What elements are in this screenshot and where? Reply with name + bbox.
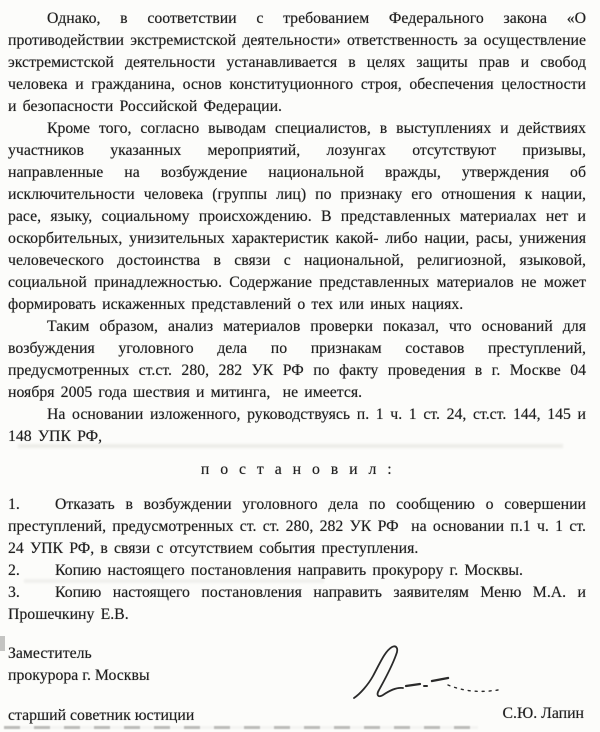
resolution-item-3	[8, 582, 586, 626]
signer-position-line1: Заместитель	[8, 645, 92, 662]
signer-rank: старший советник юстиции	[8, 707, 195, 724]
signer-name: С.Ю. Лапин	[502, 705, 584, 722]
resolution-item-1	[8, 494, 586, 560]
paragraph-3: Таким образом, анализ материалов проверки показал, что оснований для возбуждения уголовного дела по признакам составов преступлений, предусмотренных ст.ст. 280, 282 УК РФ по факту проведения в г. Москве 04 ноября 2005 года шествия и митинга, не имеется.	[8, 318, 586, 401]
item-text: Копию настоящего постановления направить заявителям Меню М.А. и Прошечкину Е.В.	[8, 584, 586, 623]
scan-bottom-dashed-artifact	[4, 726, 478, 729]
item-text: Копию настоящего постановления направить прокурору г. Москвы.	[55, 562, 523, 579]
document-body	[8, 8, 586, 626]
handwritten-signature-icon	[348, 643, 508, 705]
resolution-heading: п о с т а н о в и л :	[200, 461, 394, 478]
scan-streak-artifact	[24, 579, 324, 583]
paragraph-4: На основании изложенного, руководствуясь п. 1 ч. 1 ст. 24, ст.ст. 144, 145 и 148 УПК РФ,	[8, 406, 586, 445]
item-number: 2.	[8, 562, 20, 579]
paragraph-2: Кроме того, согласно выводам специалистов, в выступлениях и действиях участников указанных мероприятий, лозунгах отсутствуют призывы, направленные на возбуждение национальной вражды, утверждения об исключительности человека (группы лиц) по признаку его отношения к нации, расе, языку, социальному происхождению. В представленных материалах нет и оскорбительных, унизительных характеристик какой- либо нации, расы, унижения человеческого достоинства в связи с национальной, религиозной, языковой, социальной принадлежностью. Содержание представленных материалов не может формировать искаженных представлений о тех или иных нациях.	[8, 120, 586, 313]
item-number: 1.	[8, 496, 20, 513]
signer-position-line2: прокурора г. Москвы	[8, 667, 150, 684]
item-number: 3.	[8, 584, 20, 601]
paragraph-1: Однако, в соответствии с требованием Федерального закона «О противодействии экстремистской деятельности» ответственность за осуществление экстремистской деятельности устанавливается в целях защиты прав и свобод человека и гражданина, основ конституционного строя, обеспечения целостности и безопасности Российской Федерации.	[8, 10, 586, 115]
scan-edge-artifact	[0, 636, 5, 651]
item-text: Отказать в возбуждении уголовного дела по сообщению о совершении преступлений, предусмотренных ст. ст. 280, 282 УК РФ на основании п.1 ч. 1 ст. 24 УПК РФ, в связи с отсутствием события преступления.	[8, 496, 586, 557]
scan-streak-artifact	[18, 444, 563, 448]
signature-block	[8, 645, 586, 725]
